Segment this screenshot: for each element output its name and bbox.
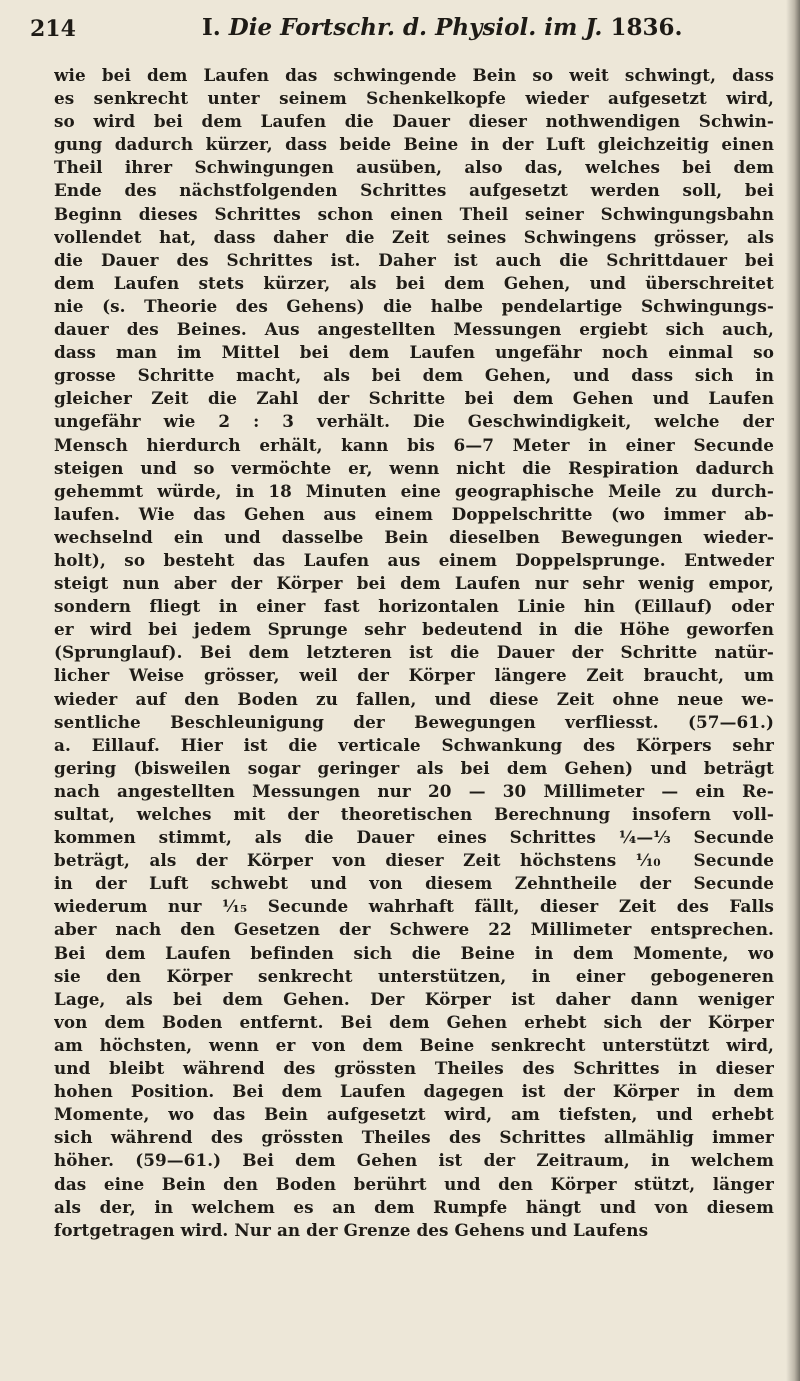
text-line: wechselnd ein und dasselbe Bein dieselben Bewegungen wieder- bbox=[54, 526, 774, 547]
text-line: sondern fliegt in einer fast horizontalen Linie hin (Eillauf) oder bbox=[54, 596, 774, 617]
text-line: die Dauer des Schrittes ist. Daher ist auch die Schrittdauer bei bbox=[54, 249, 774, 270]
text-line: sentliche Beschleunigung der Bewegungen verfliesst. (57—61.) bbox=[54, 711, 774, 732]
text-line: sie den Körper senkrecht unterstützen, in einer gebogeneren bbox=[54, 965, 774, 986]
text-line: das eine Bein den Boden berührt und den Körper stützt, länger bbox=[54, 1173, 774, 1194]
text-line: laufen. Wie das Gehen aus einem Doppelschritte (wo immer ab- bbox=[54, 503, 774, 524]
page-edge-shadow bbox=[786, 0, 800, 1381]
text-line: licher Weise grösser, weil der Körper längere Zeit braucht, um bbox=[54, 665, 774, 686]
text-line: Bei dem Laufen befinden sich die Beine in dem Momente, wo bbox=[54, 942, 774, 963]
page-number: 214 bbox=[30, 16, 76, 42]
text-line: wiederum nur ¹⁄₁₅ Secunde wahrhaft fällt, dieser Zeit des Falls bbox=[54, 896, 774, 917]
running-head bbox=[202, 14, 682, 41]
page-header bbox=[30, 12, 770, 56]
text-line: in der Luft schwebt und von diesem Zehntheile der Secunde bbox=[54, 873, 774, 894]
text-line: nach angestellten Messungen nur 20 — 30 Millimeter — ein Re- bbox=[54, 780, 774, 801]
text-line: wie bei dem Laufen das schwingende Bein so weit schwingt, dass bbox=[54, 65, 774, 85]
text-line: er wird bei jedem Sprunge sehr bedeutend in die Höhe geworfen bbox=[54, 619, 774, 640]
text-line: Mensch hierdurch erhält, kann bis 6—7 Meter in einer Secunde bbox=[54, 434, 774, 455]
text-line: (Sprunglauf). Bei dem letzteren ist die Dauer der Schritte natür- bbox=[54, 642, 774, 663]
text-line: am höchsten, wenn er von dem Beine senkrecht unterstützt wird, bbox=[54, 1034, 774, 1055]
text-line: ungefähr wie 2 : 3 verhält. Die Geschwindigkeit, welche der bbox=[54, 411, 774, 432]
text-line: gung dadurch kürzer, dass beide Beine in der Luft gleichzeitig einen bbox=[54, 134, 774, 155]
text-line: so wird bei dem Laufen die Dauer dieser nothwendigen Schwin- bbox=[54, 111, 774, 132]
text-line: gering (bisweilen sogar geringer als bei dem Gehen) und beträgt bbox=[54, 757, 774, 778]
text-line: steigen und so vermöchte er, wenn nicht die Respiration dadurch bbox=[54, 457, 774, 478]
text-line: dauer des Beines. Aus angestellten Messungen ergiebt sich auch, bbox=[54, 319, 774, 340]
text-line: holt), so besteht das Laufen aus einem Doppelsprunge. Entweder bbox=[54, 549, 774, 570]
text-line: kommen stimmt, als die Dauer eines Schrittes ¼—⅓ Secunde bbox=[54, 827, 774, 848]
text-line: Lage, als bei dem Gehen. Der Körper ist daher dann weniger bbox=[54, 988, 774, 1009]
journal-title: Die Fortschr. d. Physiol. im J. bbox=[228, 14, 603, 41]
section-number: I. bbox=[202, 14, 221, 41]
text-line: aber nach den Gesetzen der Schwere 22 Millimeter entsprechen. bbox=[54, 919, 774, 940]
text-line: steigt nun aber der Körper bei dem Laufen nur sehr wenig empor, bbox=[54, 573, 774, 594]
body-text bbox=[54, 64, 774, 1242]
text-line: Beginn dieses Schrittes schon einen Theil seiner Schwingungsbahn bbox=[54, 203, 774, 224]
text-line: grosse Schritte macht, als bei dem Gehen, und dass sich in bbox=[54, 365, 774, 386]
text-line: von dem Boden entfernt. Bei dem Gehen erhebt sich der Körper bbox=[54, 1011, 774, 1032]
text-line: gleicher Zeit die Zahl der Schritte bei dem Gehen und Laufen bbox=[54, 388, 774, 409]
text-line: Ende des nächstfolgenden Schrittes aufgesetzt werden soll, bei bbox=[54, 180, 774, 201]
text-line: höher. (59—61.) Bei dem Gehen ist der Zeitraum, in welchem bbox=[54, 1150, 774, 1171]
text-line: beträgt, als der Körper von dieser Zeit höchstens ⅒ Secunde bbox=[54, 850, 774, 871]
text-line: Momente, wo das Bein aufgesetzt wird, am tiefsten, und erhebt bbox=[54, 1104, 774, 1125]
text-line: als der, in welchem es an dem Rumpfe hängt und von diesem bbox=[54, 1196, 774, 1217]
text-line: Theil ihrer Schwingungen ausüben, also das, welches bei dem bbox=[54, 157, 774, 178]
text-line: a. Eillauf. Hier ist die verticale Schwankung des Körpers sehr bbox=[54, 734, 774, 755]
text-line: und bleibt während des grössten Theiles des Schrittes in dieser bbox=[54, 1058, 774, 1079]
text-line: dem Laufen stets kürzer, als bei dem Gehen, und überschreitet bbox=[54, 272, 774, 293]
text-line: gehemmt würde, in 18 Minuten eine geographische Meile zu durch- bbox=[54, 480, 774, 501]
text-line: vollendet hat, dass daher die Zeit seines Schwingens grösser, als bbox=[54, 226, 774, 247]
text-line: dass man im Mittel bei dem Laufen ungefähr noch einmal so bbox=[54, 342, 774, 363]
text-line: nie (s. Theorie des Gehens) die halbe pendelartige Schwingungs- bbox=[54, 295, 774, 316]
text-line: fortgetragen wird. Nur an der Grenze des Gehens und Laufens bbox=[54, 1219, 649, 1240]
journal-year: 1836. bbox=[610, 14, 683, 41]
text-line: hohen Position. Bei dem Laufen dagegen ist der Körper in dem bbox=[54, 1081, 774, 1102]
text-line: wieder auf den Boden zu fallen, und diese Zeit ohne neue we- bbox=[54, 688, 774, 709]
text-line: es senkrecht unter seinem Schenkelkopfe wieder aufgesetzt wird, bbox=[54, 88, 774, 109]
text-line: sultat, welches mit der theoretischen Berechnung insofern voll- bbox=[54, 804, 774, 824]
text-line: sich während des grössten Theiles des Schrittes allmählig immer bbox=[54, 1127, 774, 1148]
